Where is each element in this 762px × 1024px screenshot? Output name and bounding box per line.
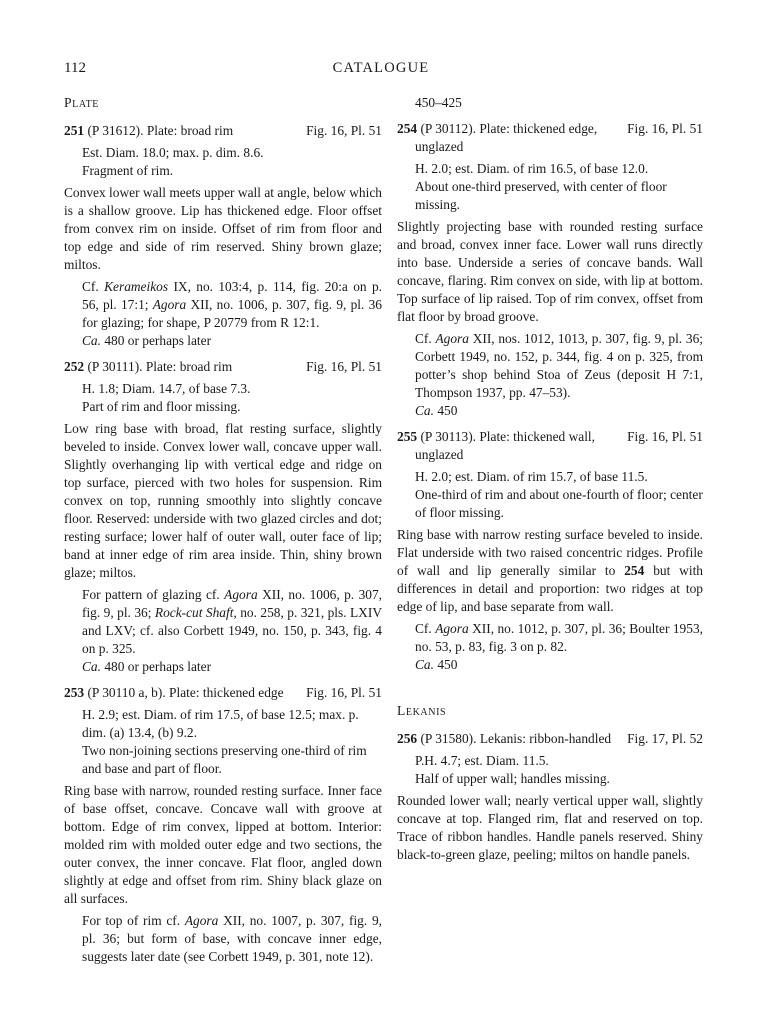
entry-number: 254	[397, 121, 418, 136]
catalogue-entry-255	[397, 428, 703, 674]
dimensions: H. 2.9; est. Diam. of rim 17.5, of base 12.5; max. p. dim. (a) 13.4, (b) 9.2.	[82, 707, 359, 740]
page-header	[0, 60, 762, 80]
entry-heading	[64, 684, 382, 702]
figure-reference: Fig. 16, Pl. 51	[306, 685, 382, 700]
entry-number: 251	[64, 123, 85, 138]
figure-reference: Fig. 16, Pl. 51	[627, 429, 703, 444]
date	[397, 656, 703, 674]
preservation: Two non-joining sections preserving one-third of rim and base and part of floor.	[82, 743, 367, 776]
comparanda	[397, 330, 703, 402]
figure-reference: Fig. 17, Pl. 52	[627, 731, 703, 746]
date-ca: Ca.	[415, 403, 434, 418]
ref-text: no. 258, p. 321, pls. LXIV and LXV; cf. also Corbett 1949, no. 150, p. 343, fig. 4 on p. 325.	[82, 605, 382, 656]
dimensions: H. 1.8; Diam. 14.7, of base 7.3.	[82, 381, 251, 396]
description: Rounded lower wall; nearly vertical upper wall, slightly concave at top. Flanged rim, flat and reserved on top. Trace of ribbon handles. Handle panels reserved. Shiny black-to-green glaze, peeling; miltos on handle panels.	[397, 793, 703, 862]
dimensions: H. 2.0; est. Diam. of rim 15.7, of base 11.5.	[415, 469, 648, 484]
description: Slightly projecting base with rounded resting surface and broad, convex inner face. Lower wall runs directly into base. Underside a series of concave bands. Wall concave, flaring. Rim convex on side, with lip at bottom. Top surface of lip raised. Top of rim convex, offset from flat floor by broad groove.	[397, 219, 703, 324]
entry-heading	[64, 358, 382, 376]
entry-title-text: (P 31580). Lekanis: ribbon-handled	[420, 731, 612, 746]
entry-title-text: (P 30113). Plate: thickened wall, unglazed	[415, 429, 595, 462]
entry-title-text: (P 31612). Plate: broad rim	[87, 123, 234, 138]
preservation: Half of upper wall; handles missing.	[415, 771, 610, 786]
comparanda-start	[64, 912, 382, 966]
entry-heading	[64, 122, 382, 140]
entry-number: 252	[64, 359, 85, 374]
date-value: 480 or perhaps later	[104, 659, 212, 674]
date-ca: Ca.	[82, 333, 101, 348]
ref-text: XII, no. 1006, p. 307, fig. 9, pl. 36;	[82, 587, 382, 620]
ref-publication: Rock-cut Shaft,	[154, 605, 237, 620]
catalogue-entry-251	[64, 122, 382, 350]
date-value: 480 or perhaps later	[104, 333, 212, 348]
catalogue-entry-252	[64, 358, 382, 676]
ref-text: IX, no. 103:4, p. 114, fig. 20:a on p. 56, pl. 17:1;	[82, 279, 382, 312]
date-ca: Ca.	[82, 659, 101, 674]
date: 450–425	[415, 95, 462, 110]
description: Convex lower wall meets upper wall at angle, below which is a shallow groove. Lip has thickened edge. Floor offset from convex rim on inside. Offset of rim from floor and top edge and side of rim reserved. Shiny brown glaze; miltos.	[64, 185, 382, 272]
ref-publication: Agora	[435, 621, 469, 636]
ref-text: XII, no. 1012, p. 307, pl. 36; Boulter 1953, no. 53, p. 83, fig. 3 on p. 82.	[415, 621, 703, 654]
ref-publication: Agora	[224, 587, 258, 602]
dimensions: Est. Diam. 18.0; max. p. dim. 8.6.	[82, 145, 264, 160]
entry-number: 253	[64, 685, 85, 700]
entry-heading	[397, 428, 703, 464]
comparanda	[64, 278, 382, 332]
description	[397, 526, 703, 616]
section-heading-lekanis: Lekanis	[397, 703, 447, 718]
entry-title	[64, 122, 233, 140]
entry-title	[397, 120, 619, 156]
description: Ring base with narrow, rounded resting surface. Inner face of base offset, concave. Concave wall with groove at bottom. Edge of rim convex, lipped at bottom. Interior: molded rim with molded outer edge and two sections, the outer convex, the inner concave. Flat floor, angled down slightly at edge and offset from rim. Shiny black glaze on all surfaces.	[64, 783, 382, 906]
date-ca: Ca.	[415, 657, 434, 672]
section-heading-plate: Plate	[64, 95, 99, 110]
ref-publication: Kerameikos	[104, 279, 169, 294]
left-column	[64, 94, 382, 966]
ref-text: For pattern of glazing cf.	[82, 587, 220, 602]
entry-heading	[397, 120, 703, 156]
entry-number: 256	[397, 731, 418, 746]
ref-text: XII, no. 1007, p. 307, fig. 9, pl. 36; but form of base, with concave inner edge, suggests later date (see Corbett 1949, p. 301, note 12).	[82, 913, 382, 964]
entry-title-text: (P 30111). Plate: broad rim	[87, 359, 233, 374]
figure-reference: Fig. 16, Pl. 51	[627, 121, 703, 136]
ref-publication: Agora	[435, 331, 469, 346]
entry-title	[397, 428, 619, 464]
ref-text: For top of rim cf.	[82, 913, 181, 928]
running-title: CATALOGUE	[332, 60, 430, 76]
ref-text: Cf.	[415, 331, 432, 346]
preservation: Fragment of rim.	[82, 163, 174, 178]
date	[64, 658, 382, 676]
desc-text: but with differences in detail and proportion: two ridges at top edge of lip, and base separate from wall.	[397, 563, 703, 614]
ref-text: Cf.	[82, 279, 99, 294]
entry-heading	[397, 730, 703, 748]
entry-number: 255	[397, 429, 418, 444]
description: Low ring base with broad, flat resting surface, slightly beveled to inside. Convex lower wall, concave upper wall. Slightly overhanging lip with vertical edge and ridge on top surface, pierced with two holes for suspension. Rim convex on top, running smoothly into slightly concave floor. Reserved: underside with two glazed circles and dot; resting surface; lower half of outer wall, outer face of lip; band at inner edge of rim area inside. Thin, shiny brown glaze; miltos.	[64, 421, 382, 580]
catalogue-entry-254	[397, 120, 703, 420]
dimensions: H. 2.0; est. Diam. of rim 16.5, of base 12.0.	[415, 161, 649, 176]
ref-publication: Agora	[184, 913, 219, 928]
catalogue-entry-256	[397, 730, 703, 864]
date-value: 450	[437, 403, 458, 418]
figure-reference: Fig. 16, Pl. 51	[306, 359, 382, 374]
dimensions: P.H. 4.7; est. Diam. 11.5.	[415, 753, 549, 768]
date-value: 450	[437, 657, 458, 672]
figure-reference: Fig. 16, Pl. 51	[306, 123, 382, 138]
entry-title-text: (P 30112). Plate: thickened edge, unglazed	[415, 121, 598, 154]
preservation: About one-third preserved, with center of floor missing.	[415, 179, 667, 212]
ref-publication: Agora	[152, 297, 187, 312]
date	[64, 332, 382, 350]
ref-text: Cf.	[415, 621, 432, 636]
ref-text: XII, nos. 1012, 1013, p. 307, fig. 9, pl. 36; Corbett 1949, no. 152, p. 344, fig. 4 on p. 325, from potter’s shop behind Stoa of Zeus (deposit H 7:1, Thompson 1937, pp. 47–53).	[415, 331, 703, 400]
cross-reference: 254	[624, 563, 645, 578]
comparanda	[64, 586, 382, 658]
preservation: One-third of rim and about one-fourth of floor; center of floor missing.	[415, 487, 703, 520]
entry-title-text: (P 30110 a, b). Plate: thickened edge	[87, 685, 284, 700]
entry-title	[64, 358, 232, 376]
entry-title	[64, 684, 284, 702]
ref-text: XII, no. 1006, p. 307, fig. 9, pl. 36 for glazing; for shape, P 20779 from R 12:1.	[82, 297, 382, 330]
comparanda	[397, 620, 703, 656]
date	[397, 402, 703, 420]
preservation: Part of rim and floor missing.	[82, 399, 241, 414]
desc-text: Ring base with narrow resting surface beveled to inside. Flat underside with two raised concentric ridges. Profile of wall and lip generally similar to	[397, 527, 703, 578]
entry-title	[397, 730, 611, 748]
right-column	[397, 94, 703, 864]
catalogue-entry-253	[64, 684, 382, 966]
page-number: 112	[64, 60, 86, 76]
